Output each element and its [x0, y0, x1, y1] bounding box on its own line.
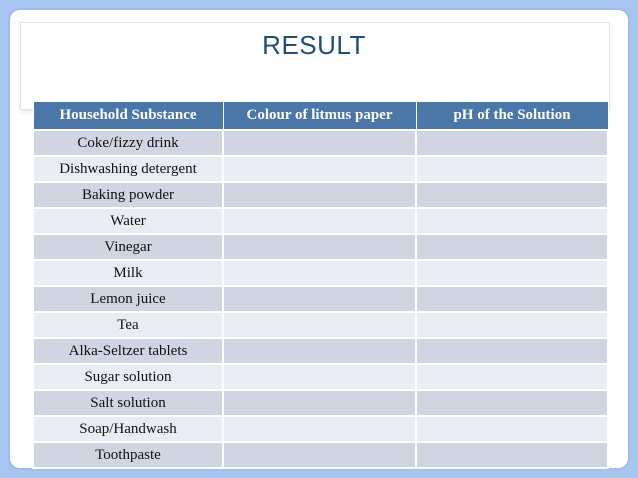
ph-cell — [416, 442, 608, 468]
litmus-colour-cell — [223, 260, 416, 286]
header-household-substance: Household Substance — [33, 102, 223, 131]
litmus-colour-cell — [223, 338, 416, 364]
table-row — [33, 286, 608, 312]
litmus-colour-cell — [223, 130, 416, 156]
ph-cell — [416, 208, 608, 234]
litmus-colour-cell — [223, 286, 416, 312]
table-header-row — [33, 102, 608, 131]
slide-title: RESULT — [262, 30, 366, 60]
litmus-colour-cell — [223, 442, 416, 468]
substance-cell: Baking powder — [33, 182, 223, 208]
table-row — [33, 442, 608, 468]
ph-cell — [416, 312, 608, 338]
litmus-colour-cell — [223, 364, 416, 390]
substance-cell: Dishwashing detergent — [33, 156, 223, 182]
ph-cell — [416, 364, 608, 390]
ph-cell — [416, 182, 608, 208]
litmus-colour-cell — [223, 156, 416, 182]
substance-cell: Alka-Seltzer tablets — [33, 338, 223, 364]
litmus-colour-cell — [223, 182, 416, 208]
table-row — [33, 338, 608, 364]
ph-cell — [416, 338, 608, 364]
results-table — [32, 101, 609, 469]
table-row — [33, 156, 608, 182]
table-row — [33, 364, 608, 390]
litmus-colour-cell — [223, 416, 416, 442]
ph-cell — [416, 390, 608, 416]
table-row — [33, 312, 608, 338]
table-row — [33, 416, 608, 442]
table-row — [33, 260, 608, 286]
ph-cell — [416, 260, 608, 286]
substance-cell: Lemon juice — [33, 286, 223, 312]
litmus-colour-cell — [223, 208, 416, 234]
ph-cell — [416, 286, 608, 312]
table-row — [33, 234, 608, 260]
table-row — [33, 130, 608, 156]
substance-cell: Sugar solution — [33, 364, 223, 390]
substance-cell: Toothpaste — [33, 442, 223, 468]
substance-cell: Water — [33, 208, 223, 234]
header-ph: pH of the Solution — [416, 102, 608, 131]
litmus-colour-cell — [223, 312, 416, 338]
litmus-colour-cell — [223, 234, 416, 260]
table-row — [33, 208, 608, 234]
ph-cell — [416, 416, 608, 442]
substance-cell: Salt solution — [33, 390, 223, 416]
substance-cell: Vinegar — [33, 234, 223, 260]
substance-cell: Milk — [33, 260, 223, 286]
table-row — [33, 390, 608, 416]
header-litmus-colour: Colour of litmus paper — [223, 102, 416, 131]
table-row — [33, 182, 608, 208]
ph-cell — [416, 156, 608, 182]
substance-cell: Coke/fizzy drink — [33, 130, 223, 156]
ph-cell — [416, 234, 608, 260]
ph-cell — [416, 130, 608, 156]
substance-cell: Tea — [33, 312, 223, 338]
substance-cell: Soap/Handwash — [33, 416, 223, 442]
litmus-colour-cell — [223, 390, 416, 416]
